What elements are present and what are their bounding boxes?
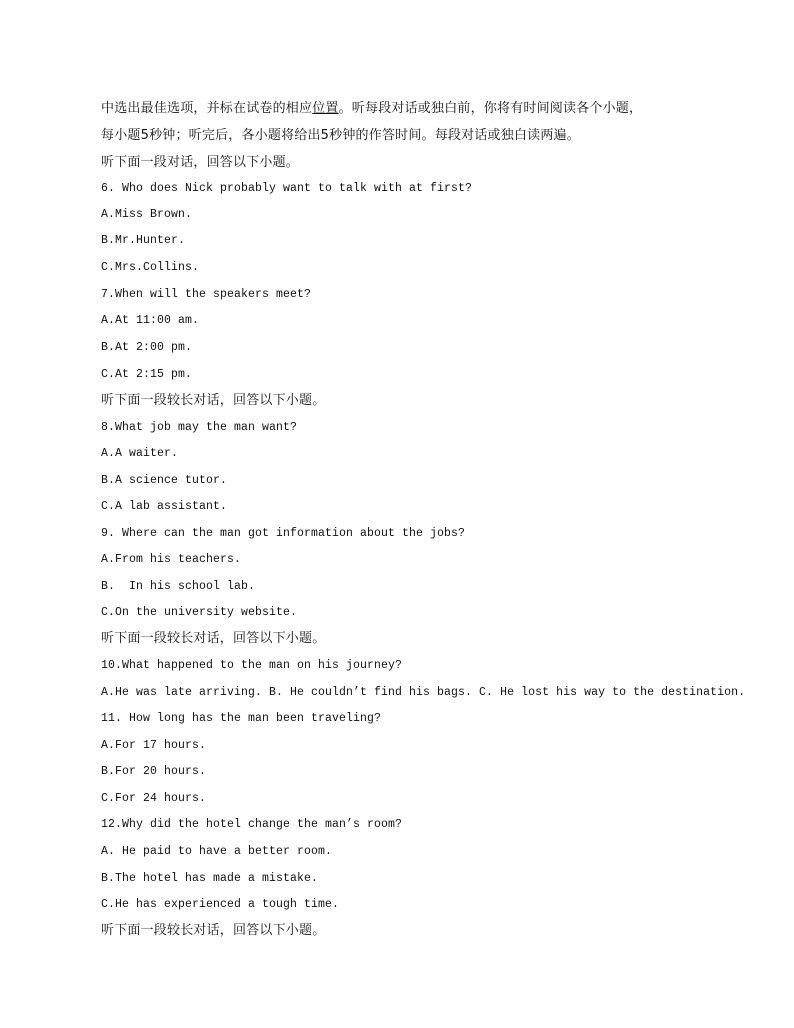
- question-6-stem: 6. Who does Nick probably want to talk with at first?: [101, 182, 473, 195]
- question-6-option-a: A.Miss Brown.: [101, 208, 193, 221]
- section-heading: 听下面一段较长对话，回答以下小题。: [101, 631, 326, 646]
- question-9-option-c: C.On the university website.: [101, 606, 298, 619]
- question-6-option-c: C.Mrs.Collins.: [101, 261, 200, 274]
- section-heading: 听下面一段对话，回答以下小题。: [101, 155, 300, 170]
- question-12-option-a: A. He paid to have a better room.: [101, 845, 333, 858]
- instructions-text: 。听每段对话或独白前，你将有时间阅读各个小题，: [338, 101, 643, 116]
- question-7-option-a: A.At 11:00 am.: [101, 314, 200, 327]
- question-10-options: A.He was late arriving. B. He couldn’t find his bags. C. He lost his way to the destination.: [101, 686, 746, 699]
- question-12-option-c: C.He has experienced a tough time.: [101, 898, 340, 911]
- question-7-stem: 7.When will the speakers meet?: [101, 288, 312, 301]
- instructions-line-1: [101, 100, 642, 118]
- instructions-text: 中选出最佳选项，并标在试卷的相应: [101, 101, 313, 116]
- question-12-stem: 12.Why did the hotel change the man’s room?: [101, 818, 403, 831]
- question-8-option-a: A.A waiter.: [101, 447, 179, 460]
- question-11-option-a: A.For 17 hours.: [101, 739, 207, 752]
- question-7-option-c: C.At 2:15 pm.: [101, 368, 193, 381]
- question-6-option-b: B.Mr.Hunter.: [101, 234, 186, 247]
- question-9-stem: 9. Where can the man got information about the jobs?: [101, 527, 466, 540]
- question-9-option-a: A.From his teachers.: [101, 553, 242, 566]
- question-10-stem: 10.What happened to the man on his journey?: [101, 659, 403, 672]
- section-heading: 听下面一段较长对话，回答以下小题。: [101, 923, 326, 938]
- question-8-stem: 8.What job may the man want?: [101, 421, 298, 434]
- instructions-underlined-word: 位置: [312, 101, 339, 116]
- question-11-option-b: B.For 20 hours.: [101, 765, 207, 778]
- question-8-option-c: C.A lab assistant.: [101, 500, 228, 513]
- question-11-option-c: C.For 24 hours.: [101, 792, 207, 805]
- question-11-stem: 11. How long has the man been traveling?: [101, 712, 382, 725]
- section-heading: 听下面一段较长对话，回答以下小题。: [101, 393, 326, 408]
- instructions-line-2: 每小题5秒钟；听完后，各小题将给出5秒钟的作答时间。每段对话或独白读两遍。: [101, 128, 580, 143]
- question-8-option-b: B.A science tutor.: [101, 474, 228, 487]
- question-7-option-b: B.At 2:00 pm.: [101, 341, 193, 354]
- question-12-option-b: B.The hotel has made a mistake.: [101, 872, 319, 885]
- question-9-option-b: B. In his school lab.: [101, 580, 256, 593]
